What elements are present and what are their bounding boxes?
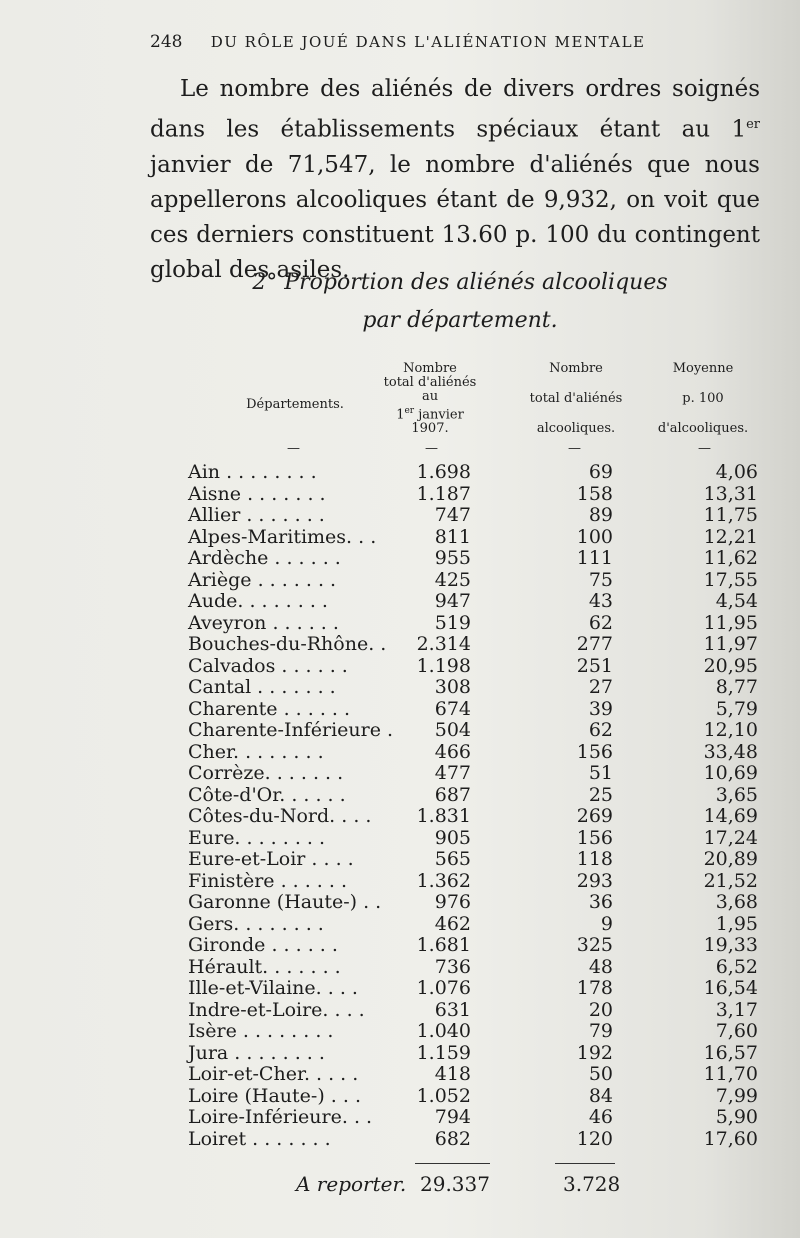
department-name: Ardèche . . . . . .	[188, 547, 341, 569]
col-header-alcooliques: Nombre total d'aliénés alcooliques.	[529, 361, 623, 436]
department-name: Charente . . . . . .	[188, 697, 351, 720]
moyenne-percent: 17,60	[703, 1127, 758, 1150]
table-row	[188, 806, 758, 828]
department-name: Côtes-du-Nord. . . .	[188, 805, 372, 827]
department-name: Ariège . . . . . . .	[188, 568, 337, 591]
alcooliques-count: 156	[576, 740, 613, 763]
moyenne-percent: 16,57	[703, 1041, 758, 1064]
total-alienes: 1.681	[416, 934, 471, 956]
total-alienes: 504	[434, 719, 471, 741]
total-alienes: 1.698	[416, 461, 471, 483]
table-row	[188, 1086, 758, 1108]
table-row	[188, 484, 758, 506]
moyenne-percent: 10,69	[703, 762, 758, 784]
table-row	[188, 1107, 758, 1129]
total-alienes: 1.052	[416, 1084, 471, 1107]
total-alienes: 976	[434, 891, 471, 913]
table-row	[188, 548, 758, 570]
table-row	[188, 957, 758, 979]
department-name: Isère . . . . . . . .	[188, 1020, 334, 1042]
alcooliques-count: 69	[588, 461, 613, 483]
moyenne-percent: 4,06	[715, 461, 758, 483]
alcooliques-count: 178	[576, 977, 613, 999]
total-alienes: 1.076	[416, 977, 471, 999]
total-alienes: 1.362	[416, 869, 471, 892]
carry-forward-label: A reporter.	[296, 1172, 407, 1196]
total-alienes: 1.187	[416, 482, 471, 505]
department-name: Jura . . . . . . . .	[188, 1041, 325, 1064]
department-name: Gers. . . . . . . .	[188, 912, 324, 935]
paragraph-text-1: Le nombre des aliénés de divers ordres soignés dans les établissements spéciaux étant au 1	[150, 76, 760, 143]
department-name: Cantal . . . . . . .	[188, 676, 336, 698]
paragraph-text-2: janvier de 71,547, le nombre d'aliénés que nous appellerons alcooliques étant de 9,932, on voit que ces derniers constituent 13.60 p. 100 du contingent global des asiles.	[150, 151, 760, 283]
alcooliques-count: 84	[588, 1084, 613, 1107]
department-name: Ille-et-Vilaine. . . .	[188, 977, 358, 999]
table-row	[188, 785, 758, 807]
table-row	[188, 935, 758, 957]
sum-rule-alcooliques	[555, 1163, 615, 1164]
alcooliques-count: 62	[588, 611, 613, 634]
moyenne-percent: 17,55	[703, 568, 758, 591]
alcooliques-count: 111	[576, 547, 613, 569]
department-name: Ain . . . . . . . .	[188, 461, 317, 483]
total-alienes: 418	[434, 1063, 471, 1085]
total-alienes: 674	[434, 697, 471, 720]
table-row	[188, 505, 758, 527]
alcooliques-count: 51	[588, 762, 613, 784]
moyenne-percent: 4,54	[715, 590, 758, 612]
moyenne-percent: 11,70	[703, 1063, 758, 1085]
department-name: Eure-et-Loir . . . .	[188, 848, 354, 870]
department-name: Aveyron . . . . . .	[188, 611, 339, 634]
moyenne-percent: 12,10	[703, 719, 758, 741]
table-row	[188, 978, 758, 1000]
moyenne-percent: 19,33	[703, 934, 758, 956]
department-name: Loir-et-Cher. . . . .	[188, 1063, 359, 1085]
department-name: Garonne (Haute-) . .	[188, 891, 382, 913]
moyenne-percent: 11,62	[703, 547, 758, 569]
table-row	[188, 742, 758, 764]
intro-paragraph	[150, 72, 760, 288]
alcooliques-count: 27	[588, 676, 613, 698]
department-name: Corrèze. . . . . . .	[188, 762, 344, 784]
department-name: Aude. . . . . . . .	[188, 590, 328, 612]
department-name: Loiret . . . . . . .	[188, 1127, 331, 1150]
alcooliques-count: 25	[588, 783, 613, 806]
sum-rule-total	[415, 1163, 490, 1164]
table-row	[188, 591, 758, 613]
department-name: Loire (Haute-) . . .	[188, 1084, 361, 1107]
total-alienes: 308	[434, 676, 471, 698]
department-name: Charente-Inférieure .	[188, 719, 394, 741]
total-alienes: 947	[434, 590, 471, 612]
table-row	[188, 914, 758, 936]
alcooliques-count: 39	[588, 697, 613, 720]
moyenne-percent: 33,48	[703, 740, 758, 763]
table-row	[188, 677, 758, 699]
alcooliques-count: 48	[588, 955, 613, 978]
moyenne-percent: 12,21	[703, 525, 758, 548]
table-row	[188, 1000, 758, 1022]
page-header	[150, 32, 710, 52]
carry-forward-total: 29.337	[420, 1172, 490, 1196]
alcooliques-count: 43	[588, 590, 613, 612]
total-alienes: 682	[434, 1127, 471, 1150]
alcooliques-count: 325	[576, 934, 613, 956]
department-name: Côte-d'Or. . . . . .	[188, 783, 346, 806]
total-alienes: 519	[434, 611, 471, 634]
alcooliques-count: 277	[576, 633, 613, 655]
moyenne-percent: 3,17	[715, 998, 758, 1021]
moyenne-percent: 8,77	[715, 676, 758, 698]
col-dash-moyenne: —	[698, 441, 711, 456]
total-alienes: 1.040	[416, 1020, 471, 1042]
total-alienes: 955	[434, 547, 471, 569]
alcooliques-count: 89	[588, 504, 613, 526]
moyenne-percent: 20,95	[703, 654, 758, 677]
moyenne-percent: 20,89	[703, 848, 758, 870]
moyenne-percent: 16,54	[703, 977, 758, 999]
col-dash-total: —	[425, 441, 438, 456]
table-row	[188, 720, 758, 742]
alcooliques-count: 36	[588, 891, 613, 913]
department-name: Allier . . . . . . .	[188, 504, 325, 526]
table-row	[188, 699, 758, 721]
department-name: Gironde . . . . . .	[188, 934, 338, 956]
running-title: DU RÔLE JOUÉ DANS L'ALIÉNATION MENTALE	[210, 33, 646, 51]
total-alienes: 736	[434, 955, 471, 978]
table-row	[188, 849, 758, 871]
table-row	[188, 892, 758, 914]
moyenne-percent: 17,24	[703, 826, 758, 849]
alcooliques-count: 118	[576, 848, 613, 870]
alcooliques-count: 9	[600, 912, 613, 935]
alcooliques-count: 46	[588, 1106, 613, 1128]
alcooliques-count: 75	[588, 568, 613, 591]
total-alienes: 462	[434, 912, 471, 935]
department-name: Alpes-Maritimes. . .	[188, 525, 377, 548]
total-alienes: 687	[434, 783, 471, 806]
total-alienes: 466	[434, 740, 471, 763]
department-name: Hérault. . . . . . .	[188, 955, 341, 978]
total-alienes: 905	[434, 826, 471, 849]
department-name: Bouches-du-Rhône. .	[188, 633, 387, 655]
department-name: Eure. . . . . . . .	[188, 826, 326, 849]
col-header-departments: Départements.	[246, 397, 344, 412]
table-row	[188, 828, 758, 850]
alcooliques-count: 79	[588, 1020, 613, 1042]
table-row	[188, 763, 758, 785]
moyenne-percent: 13,31	[703, 482, 758, 505]
section-title: 2° Proportion des aliénés alcooliques	[252, 270, 668, 295]
page-number: 248	[150, 32, 183, 52]
alcooliques-count: 156	[576, 826, 613, 849]
col-dash-departments: —	[287, 441, 300, 456]
total-alienes: 811	[434, 525, 471, 548]
department-table	[188, 462, 758, 1150]
department-name: Cher. . . . . . . .	[188, 740, 324, 763]
table-row	[188, 570, 758, 592]
table-row	[188, 1129, 758, 1151]
alcooliques-count: 20	[588, 998, 613, 1021]
moyenne-percent: 7,60	[715, 1020, 758, 1042]
moyenne-percent: 5,90	[715, 1106, 758, 1128]
table-row	[188, 613, 758, 635]
moyenne-percent: 5,79	[715, 697, 758, 720]
table-row	[188, 462, 758, 484]
moyenne-percent: 14,69	[703, 805, 758, 827]
carry-forward-alcooliques: 3.728	[563, 1172, 621, 1196]
alcooliques-count: 293	[576, 869, 613, 892]
alcooliques-count: 100	[576, 525, 613, 548]
col-header-moyenne: Moyenne p. 100 d'alcooliques.	[657, 361, 749, 436]
total-alienes: 747	[434, 504, 471, 526]
moyenne-percent: 6,52	[715, 955, 758, 978]
total-alienes: 2.314	[416, 633, 471, 655]
section-subtitle: par département.	[362, 308, 558, 333]
table-row	[188, 871, 758, 893]
moyenne-percent: 11,75	[703, 504, 758, 526]
total-alienes: 477	[434, 762, 471, 784]
col-dash-alcooliques: —	[568, 441, 581, 456]
alcooliques-count: 192	[576, 1041, 613, 1064]
moyenne-percent: 7,99	[715, 1084, 758, 1107]
moyenne-percent: 11,97	[703, 633, 758, 655]
alcooliques-count: 62	[588, 719, 613, 741]
alcooliques-count: 251	[576, 654, 613, 677]
department-name: Calvados . . . . . .	[188, 654, 348, 677]
table-row	[188, 1064, 758, 1086]
department-name: Aisne . . . . . . .	[188, 482, 326, 505]
total-alienes: 425	[434, 568, 471, 591]
table-row	[188, 656, 758, 678]
alcooliques-count: 50	[588, 1063, 613, 1085]
alcooliques-count: 269	[576, 805, 613, 827]
alcooliques-count: 120	[576, 1127, 613, 1150]
total-alienes: 1.159	[416, 1041, 471, 1064]
department-name: Loire-Inférieure. . .	[188, 1106, 373, 1128]
alcooliques-count: 158	[576, 482, 613, 505]
table-row	[188, 634, 758, 656]
total-alienes: 1.198	[416, 654, 471, 677]
paragraph-sup: er	[746, 117, 760, 132]
moyenne-percent: 21,52	[703, 869, 758, 892]
moyenne-percent: 1,95	[715, 912, 758, 935]
total-alienes: 794	[434, 1106, 471, 1128]
total-alienes: 631	[434, 998, 471, 1021]
department-name: Finistère . . . . . .	[188, 869, 348, 892]
total-alienes: 1.831	[416, 805, 471, 827]
table-row	[188, 1021, 758, 1043]
col-header-total: Nombre total d'aliénés au 1er janvier 1907.	[383, 361, 477, 437]
table-row	[188, 1043, 758, 1065]
department-name: Indre-et-Loire. . . .	[188, 998, 365, 1021]
moyenne-percent: 3,68	[715, 891, 758, 913]
moyenne-percent: 11,95	[703, 611, 758, 634]
table-row	[188, 527, 758, 549]
moyenne-percent: 3,65	[715, 783, 758, 806]
total-alienes: 565	[434, 848, 471, 870]
